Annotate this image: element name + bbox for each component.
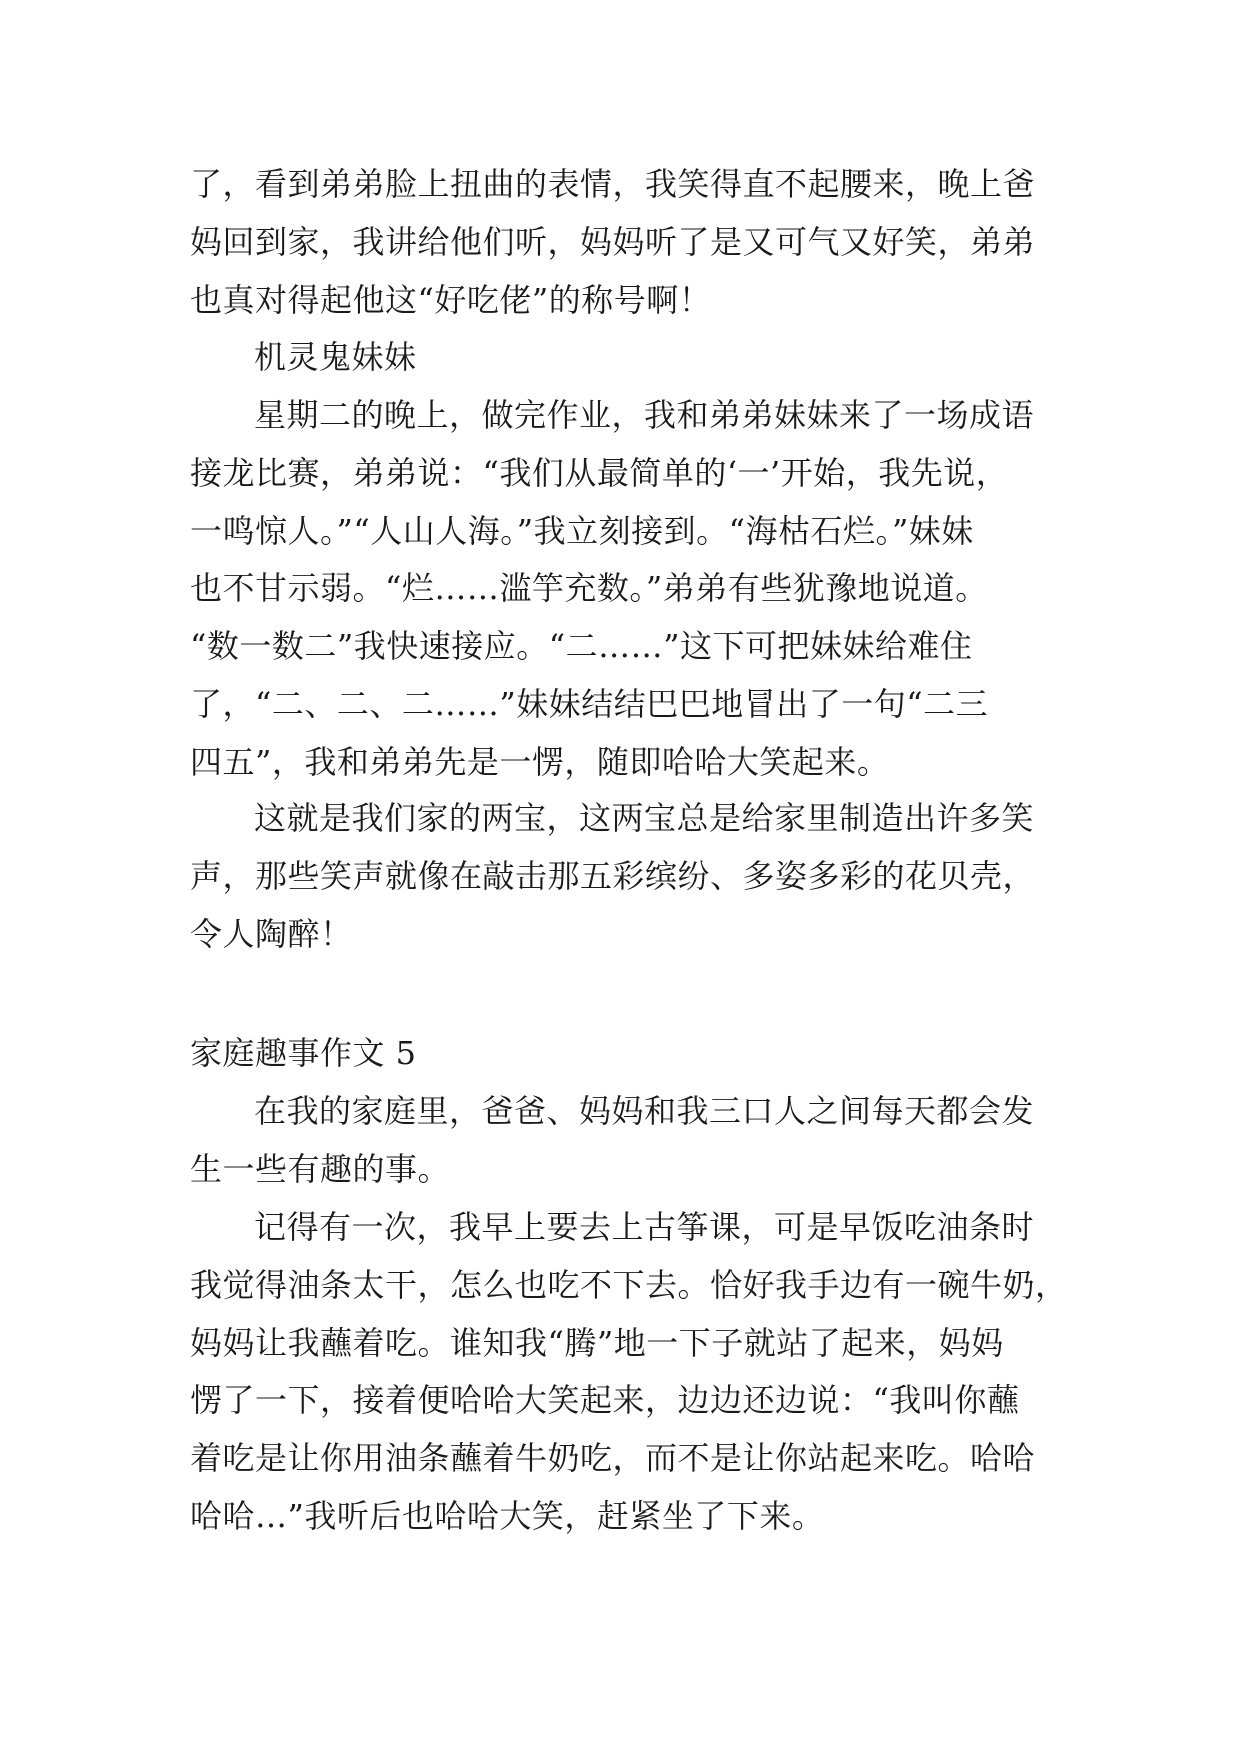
text-line: 在我的家庭里，爸爸、妈妈和我三口人之间每天都会发 bbox=[254, 1092, 1035, 1130]
text-line: 生一些有趣的事。 bbox=[190, 1149, 451, 1188]
text-line: 妈回到家，我讲给他们听，妈妈听了是又可气又好笑，弟弟 bbox=[190, 222, 1036, 261]
text-line: 妈妈让我蘸着吃。谁知我“腾”地一下子就站了起来，妈妈 bbox=[190, 1323, 1004, 1362]
paragraph-continued bbox=[190, 156, 1050, 329]
text-line: 愣了一下，接着便哈哈大笑起来，边边还边说：“我叫你蘸 bbox=[190, 1381, 1020, 1420]
text-line: 了，“二、二、二……”妹妹结结巴巴地冒出了一句“二三 bbox=[190, 684, 989, 723]
text-line: 了，看到弟弟脸上扭曲的表情，我笑得直不起腰来，晚上爸 bbox=[190, 165, 1036, 203]
text-line: 哈哈…”我听后也哈哈大笑，赶紧坐了下来。 bbox=[190, 1496, 825, 1535]
text-line: 也不甘示弱。“烂……滥竽充数。”弟弟有些犹豫地说道。 bbox=[190, 569, 988, 608]
text-line: 令人陶醉！ bbox=[190, 914, 353, 953]
paragraph-conclusion bbox=[190, 790, 1050, 963]
paragraph-idiom-game bbox=[190, 387, 1050, 792]
text-line: 记得有一次，我早上要去上古筝课，可是早饭吃油条时 bbox=[254, 1208, 1035, 1246]
section-subtitle bbox=[190, 329, 1050, 387]
essay-heading bbox=[190, 1025, 1050, 1083]
text-line: 四五”，我和弟弟先是一愣，随即哈哈大笑起来。 bbox=[190, 742, 890, 781]
paragraph-intro bbox=[190, 1083, 1050, 1199]
text-line: 我觉得油条太干，怎么也吃不下去。恰好我手边有一碗牛奶， bbox=[190, 1265, 1068, 1304]
text-line: 一鸣惊人。”“人山人海。”我立刻接到。“海枯石烂。”妹妹 bbox=[190, 511, 974, 550]
subtitle-text: 机灵鬼妹妹 bbox=[254, 338, 417, 376]
paragraph-story bbox=[190, 1199, 1068, 1546]
text-line: 着吃是让你用油条蘸着牛奶吃，而不是让你站起来吃。哈哈 bbox=[190, 1439, 1036, 1478]
text-line: 声，那些笑声就像在敲击那五彩缤纷、多姿多彩的花贝壳， bbox=[190, 856, 1036, 895]
text-line: 星期二的晚上，做完作业，我和弟弟妹妹来了一场成语 bbox=[254, 396, 1035, 434]
text-line: “数一数二”我快速接应。“二……”这下可把妹妹给难住 bbox=[190, 627, 973, 666]
text-line: 接龙比赛，弟弟说：“我们从最简单的‘一’开始，我先说， bbox=[190, 453, 1009, 492]
text-line: 这就是我们家的两宝，这两宝总是给家里制造出许多笑 bbox=[254, 799, 1035, 837]
essay-title: 家庭趣事作文 5 bbox=[190, 1034, 417, 1072]
text-line: 也真对得起他这“好吃佬”的称号啊！ bbox=[190, 280, 712, 319]
